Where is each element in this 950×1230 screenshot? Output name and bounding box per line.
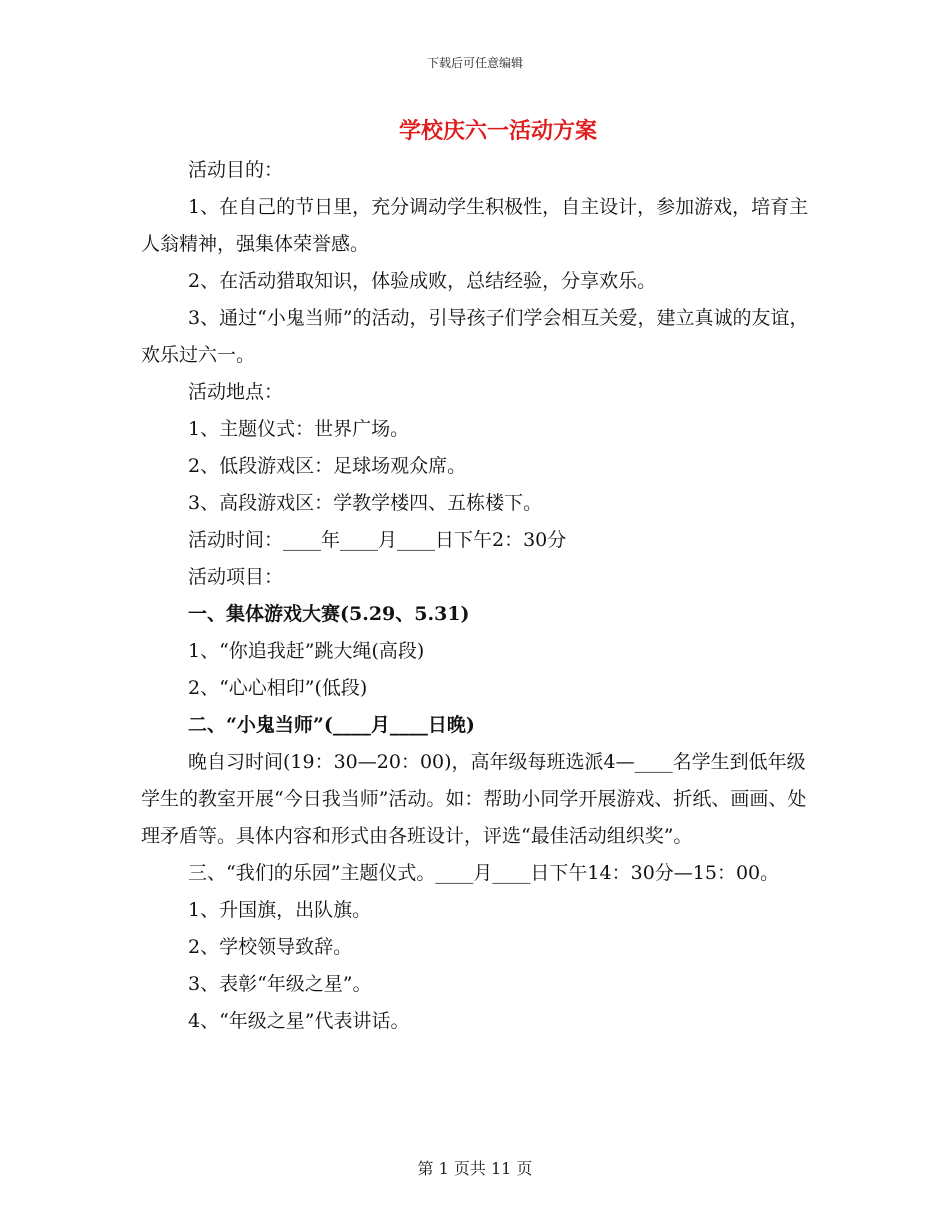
paragraph: 2、低段游戏区：足球场观众席。 (188, 455, 467, 477)
paragraph: 4、“年级之星”代表讲话。 (188, 1010, 410, 1032)
paragraph: 活动地点： (188, 381, 284, 403)
paragraph: 一、集体游戏大赛(5.29、5.31) (188, 603, 470, 625)
page-footer: 第 1 页共 11 页 (417, 1159, 533, 1178)
paragraph: 活动项目： (188, 566, 284, 588)
paragraph: 3、高段游戏区：学教学楼四、五栋楼下。 (188, 492, 543, 514)
paragraph: 活动时间：____年____月____日下午2：30分 (188, 529, 567, 551)
paragraph: 2、学校领导致辞。 (188, 936, 353, 958)
paragraph: 活动目的： (188, 159, 284, 181)
paragraph: 1、升国旗，出队旗。 (188, 899, 372, 921)
paragraph: 3、表彰“年级之星”。 (188, 973, 372, 995)
paragraph: 1、在自己的节日里，充分调动学生积极性，自主设计，参加游戏，培育主人翁精神，强集体荣誉感。 (141, 196, 809, 255)
paragraph: 2、在活动猎取知识，体验成败，总结经验，分享欢乐。 (188, 270, 657, 292)
page-header: 下载后可任意编辑 (426, 56, 523, 70)
paragraph: 二、“小鬼当师”(____月____日晚) (188, 714, 475, 736)
paragraph: 3、通过“小鬼当师”的活动，引导孩子们学会相互关爱，建立真诚的友谊，欢乐过六一。 (141, 307, 809, 366)
paragraph: 1、“你追我赶”跳大绳(高段) (188, 640, 425, 662)
document-body (141, 152, 821, 1040)
paragraph: 晚自习时间(19：30—20：00)，高年级每班选派4—____名学生到低年级学生的教室开展“今日我当师”活动。如：帮助小同学开展游戏、折纸、画画、处理矛盾等。具体内容和形式由各班设计，评选“最佳活动组织奖”。 (141, 751, 807, 847)
paragraph: 2、“心心相印”(低段) (188, 677, 368, 699)
document-title: 学校庆六一活动方案 (398, 118, 597, 144)
paragraph: 三、“我们的乐园”主题仪式。____月____日下午14：30分—15：00。 (188, 862, 780, 884)
paragraph: 1、主题仪式：世界广场。 (188, 418, 410, 440)
